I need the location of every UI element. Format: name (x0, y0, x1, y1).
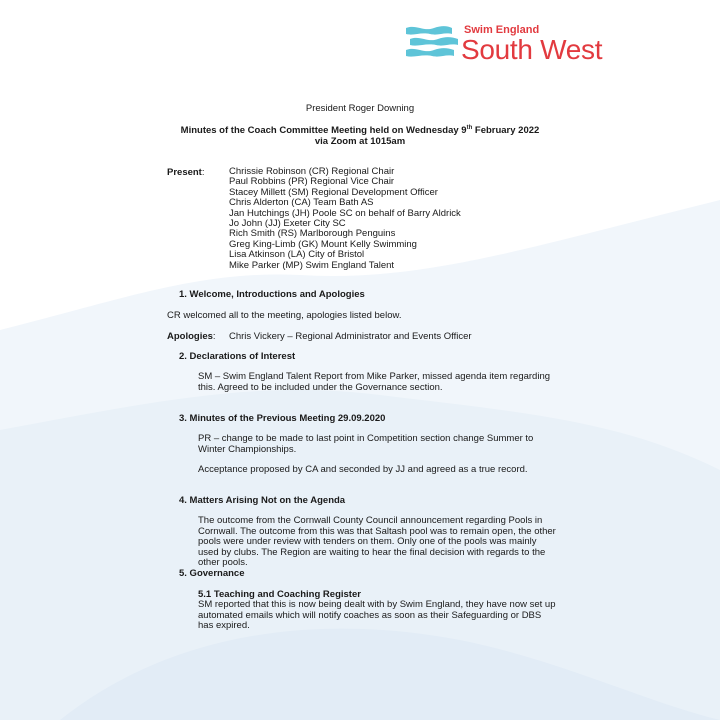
list-item: Greg King-Limb (GK) Mount Kelly Swimming (229, 238, 417, 250)
meeting-title (0, 125, 720, 136)
apologies-label-text: Apologies (167, 331, 213, 342)
section-1-heading: 1. Welcome, Introductions and Apologies (179, 289, 365, 300)
list-item: Rich Smith (RS) Marlborough Penguins (229, 228, 396, 240)
list-item: Paul Robbins (PR) Regional Vice Chair (229, 176, 395, 188)
section-1-text: CR welcomed all to the meeting, apologies listed below. (167, 310, 402, 321)
apologies-colon: : (212, 331, 216, 342)
present-colon: : (201, 167, 205, 178)
apologies-text: Chris Vickery – Regional Administrator and Events Officer (229, 331, 472, 342)
list-item: Lisa Atkinson (LA) City of Bristol (229, 249, 365, 261)
list-item: Chrissie Robinson (CR) Regional Chair (229, 166, 395, 177)
section-2-heading: 2. Declarations of Interest (179, 351, 296, 362)
president-line: President Roger Downing (305, 103, 415, 114)
list-item: Jan Hutchings (JH) Poole SC on behalf of Barry Aldrick (229, 207, 461, 219)
meeting-title-line2: via Zoom at 1015am (314, 136, 406, 147)
present-label-text: Present (167, 167, 202, 178)
logo-org-big: South West (461, 34, 603, 65)
list-item: Chris Alderton (CA) Team Bath AS (229, 197, 374, 209)
section-3-text-1: PR – change to be made to last point in Competition section change Summer to Winter Championships. (198, 433, 534, 455)
apologies-label (167, 331, 216, 342)
section-5-1-heading: 5.1 Teaching and Coaching Register (198, 589, 361, 600)
list-item: Stacey Millett (SM) Regional Development Officer (229, 186, 438, 198)
section-3-text-2: Acceptance proposed by CA and seconded by JJ and agreed as a true record. (198, 464, 528, 475)
section-4-heading: 4. Matters Arising Not on the Agenda (179, 495, 346, 506)
section-5-heading: 5. Governance (179, 568, 245, 579)
section-2-text: SM – Swim England Talent Report from Mike Parker, missed agenda item regarding this. Agreed to be included under the Governance section. (198, 371, 551, 393)
logo-org-small: Swim England (464, 24, 540, 36)
list-item: Mike Parker (MP) Swim England Talent (229, 259, 395, 271)
section-4-text: The outcome from the Cornwall County Council announcement regarding Pools in Cornwall. The outcome from this was that Saltash pool was to remain open, the other pools were under review with tenders on them. Only one of the pools was mainly used by clubs. The Region are waiting to hear the final decision with regards to the other pools. (198, 515, 556, 569)
section-3-heading: 3. Minutes of the Previous Meeting 29.09.2020 (179, 413, 386, 424)
present-list (229, 167, 461, 271)
list-item: Jo John (JJ) Exeter City SC (229, 217, 346, 229)
title-suffix: February 2022 (472, 125, 540, 136)
present-label (167, 167, 205, 178)
title-prefix: Minutes of the Coach Committee Meeting held on Wednesday 9 (180, 125, 467, 136)
section-5-1-text: SM reported that this is now being dealt with by Swim England, they have now set up automated emails which will notify coaches as soon as their Safeguarding or DBS has expired. (198, 599, 556, 632)
title-sup: th (466, 124, 473, 131)
